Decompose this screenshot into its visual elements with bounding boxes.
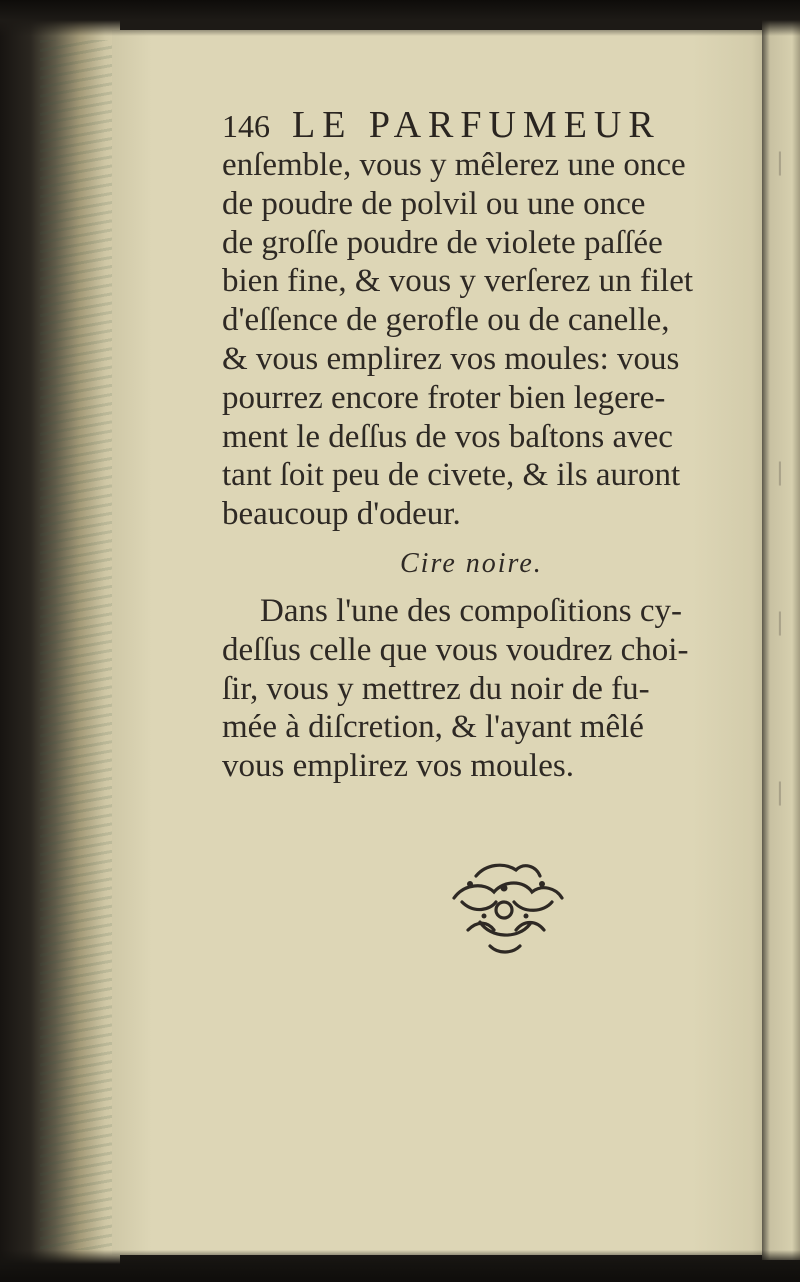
- text-line: de groſſe poudre de violete paſſée: [222, 224, 663, 261]
- text-line: vous emplirez vos moules.: [222, 748, 574, 785]
- text-line: beaucoup d'odeur.: [222, 496, 461, 533]
- text-line: de poudre de polvil ou une once: [222, 185, 646, 222]
- paragraph-1: [222, 146, 752, 534]
- paragraph-2: [222, 592, 752, 786]
- ornament-icon: [424, 858, 584, 958]
- text-line: deſſus celle que vous voudrez choi-: [222, 631, 689, 668]
- text-line: bien fine, & vous y verſerez un filet: [222, 263, 694, 300]
- text-line: Dans l'une des compoſitions cy-: [260, 593, 683, 629]
- text-line: pourrez encore froter bien legere-: [222, 379, 666, 416]
- text-line: mée à diſcretion, & l'ayant mêlé: [222, 709, 644, 746]
- page-number: 146: [222, 108, 270, 144]
- next-page-edge: [762, 20, 800, 1260]
- page-header: [222, 100, 661, 147]
- bleed-through-mark: ∣: [776, 780, 786, 810]
- text-line: ment le deſſus de vos baſtons avec: [222, 418, 673, 455]
- section-title: Cire noire.: [400, 548, 543, 579]
- bleed-through-mark: ∣: [776, 610, 786, 640]
- text-line: tant ſoit peu de civete, & ils auront: [222, 457, 681, 494]
- text-line: enſemble, vous y mêlerez une once: [222, 147, 686, 183]
- bleed-through-mark: ∣: [776, 150, 786, 180]
- bottom-shadow: [0, 1250, 800, 1282]
- top-shadow: [0, 0, 800, 36]
- text-line: & vous emplirez vos moules: vous: [222, 340, 680, 377]
- marbled-endpaper: [40, 40, 120, 1250]
- text-line: ſir, vous y mettrez du noir de fu-: [222, 670, 650, 707]
- text-line: d'eſſence de gerofle ou de canelle,: [222, 302, 670, 339]
- bleed-through-mark: ∣: [776, 460, 786, 490]
- running-head: LE PARFUMEUR: [292, 104, 661, 146]
